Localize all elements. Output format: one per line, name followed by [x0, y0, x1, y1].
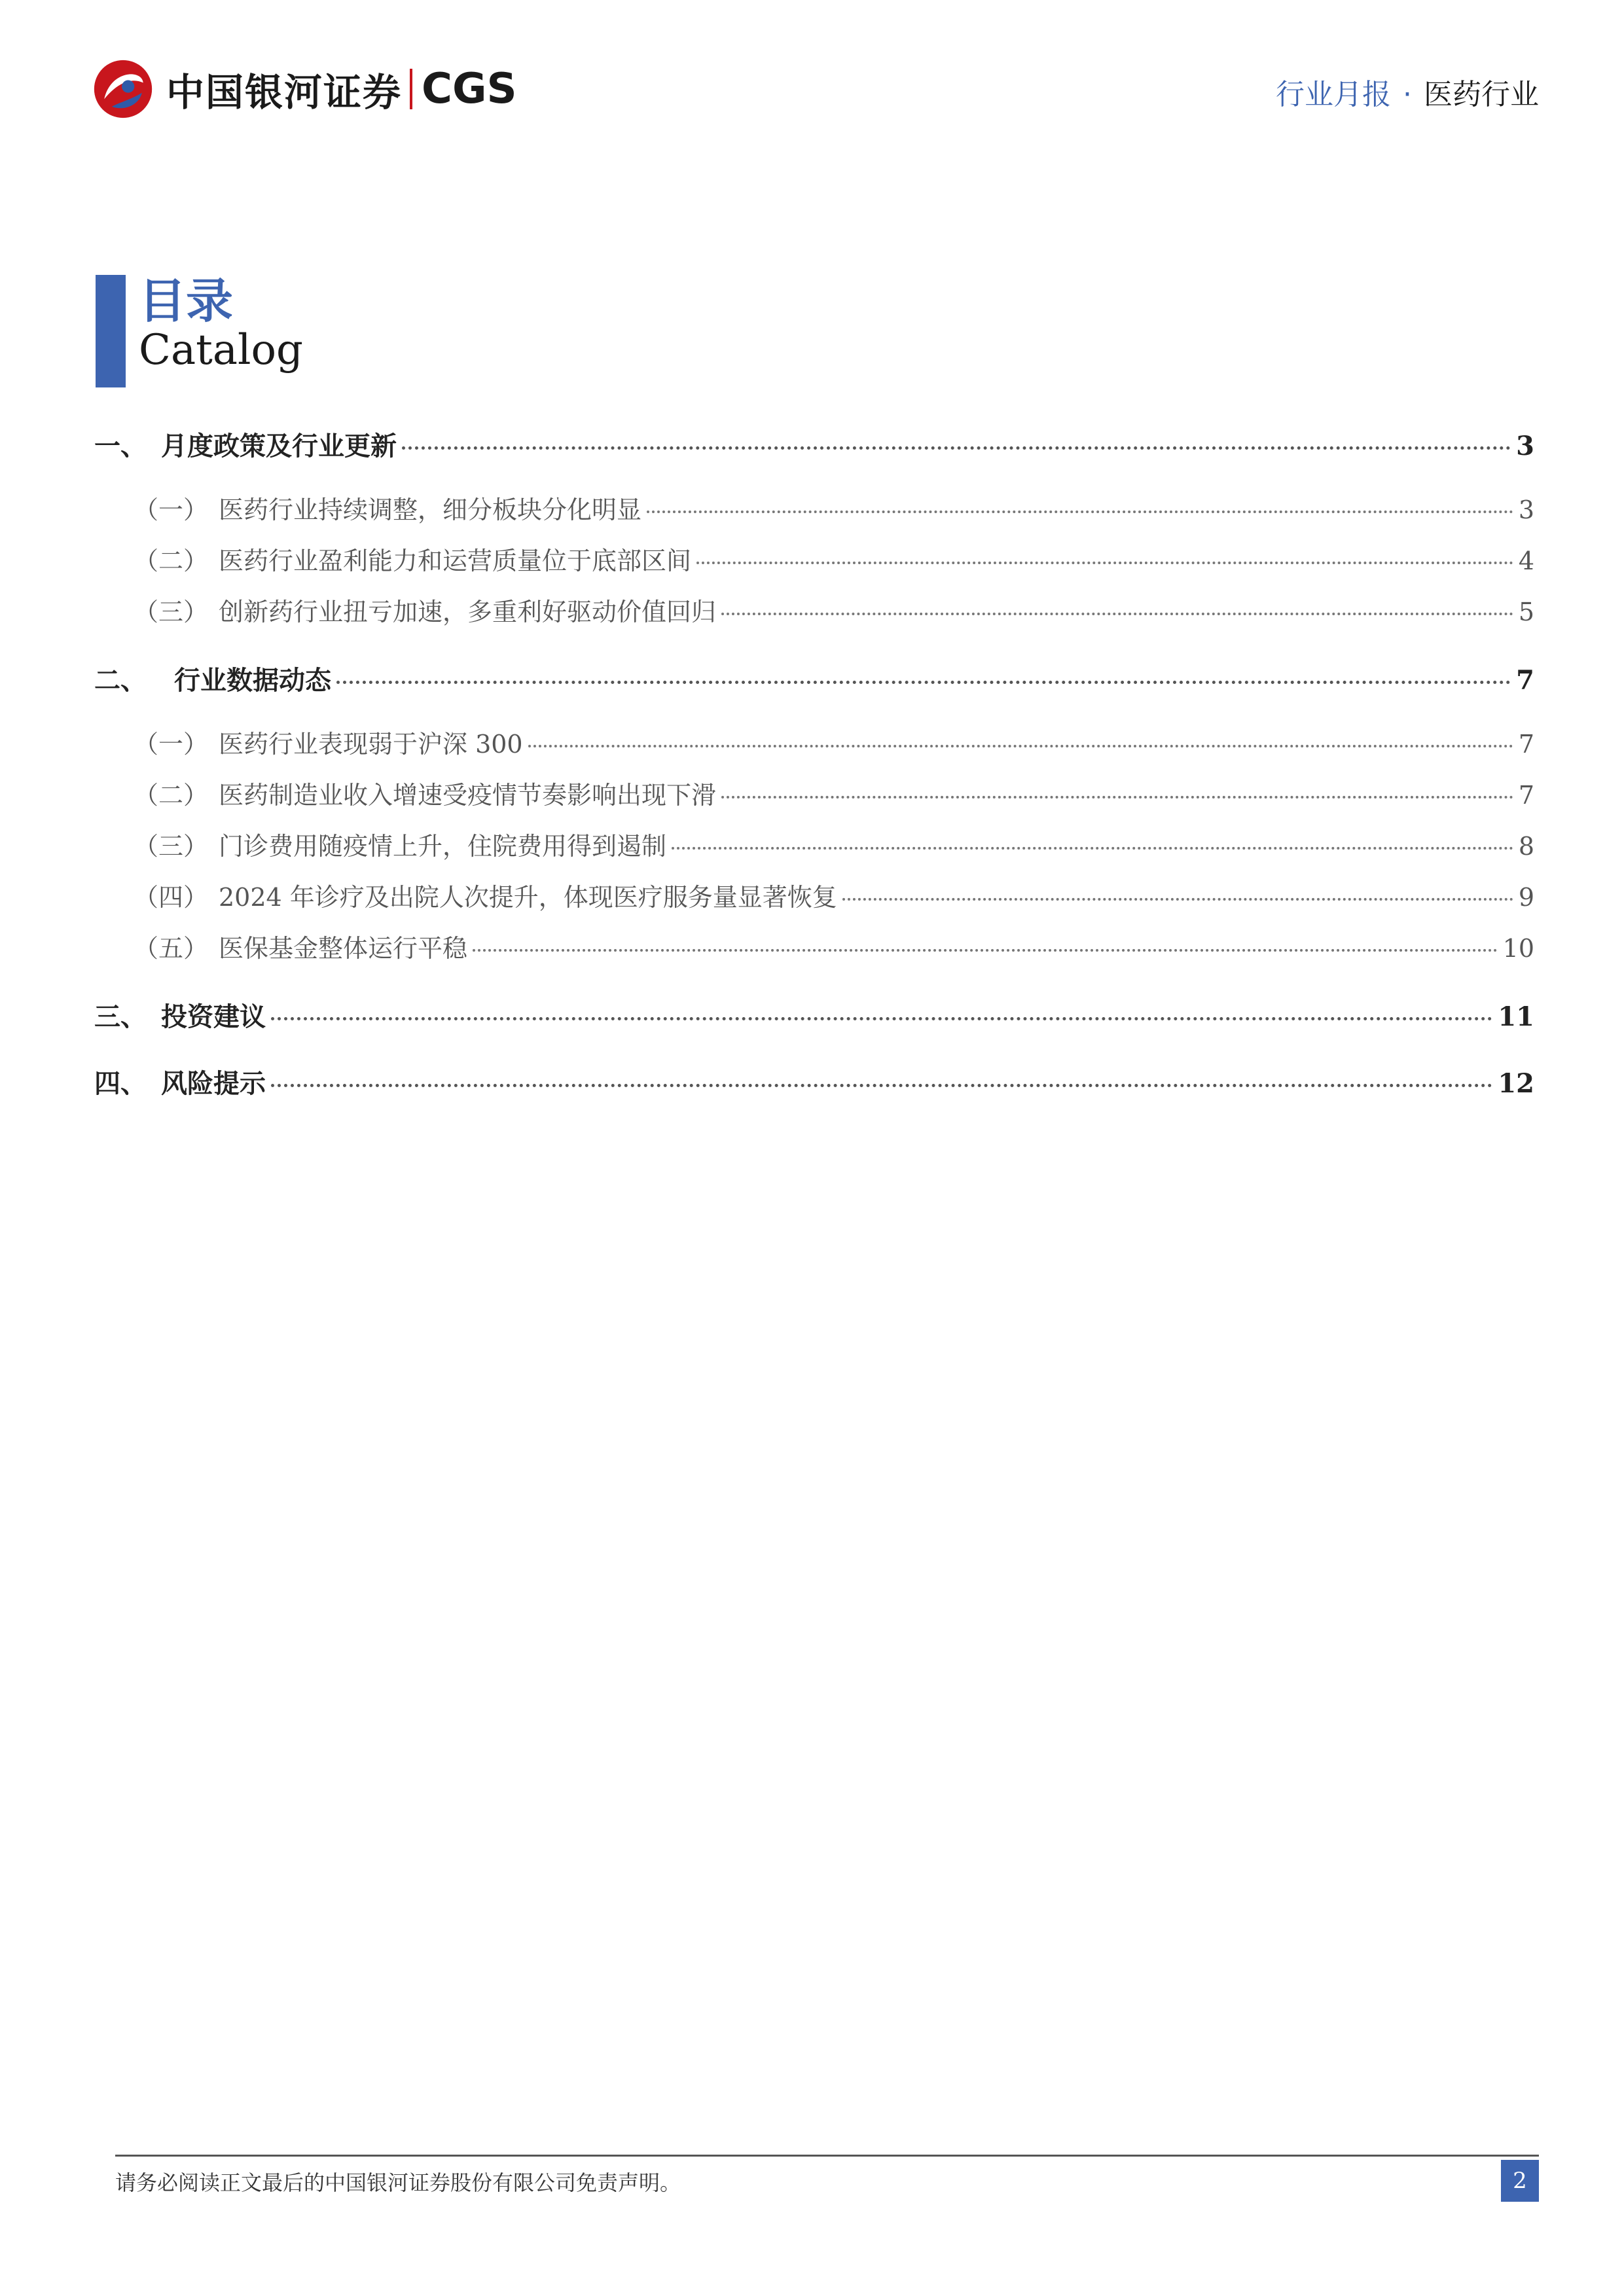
toc-label: 风险提示	[161, 1068, 266, 1099]
toc-page: 7	[1518, 730, 1534, 759]
toc-leader	[528, 745, 1513, 747]
company-logo	[92, 58, 517, 120]
toc-label: 2024 年诊疗及出院人次提升，体现医疗服务量显著恢复	[219, 883, 837, 912]
toc-label: 行业数据动态	[174, 665, 331, 696]
toc-entry[interactable]	[94, 1063, 1534, 1102]
toc-page: 12	[1498, 1068, 1534, 1099]
report-header	[1276, 71, 1539, 113]
footer-divider	[115, 2155, 1539, 2157]
toc-number: 四、	[94, 1068, 147, 1099]
toc-entry[interactable]	[94, 490, 1534, 529]
toc-number: 三、	[94, 1001, 147, 1032]
toc-leader	[721, 796, 1513, 798]
toc-number: （五）	[134, 934, 209, 963]
logo-chinese-name: 中国银河证券	[166, 70, 403, 115]
toc-leader	[402, 446, 1511, 450]
report-category: 行业月报	[1276, 78, 1391, 111]
footer-disclaimer: 请务必阅读正文最后的中国银河证券股份有限公司免责声明。	[115, 2170, 681, 2195]
toc-number: （二）	[134, 781, 209, 810]
toc-label: 医药制造业收入增速受疫情节奏影响出现下滑	[219, 781, 717, 810]
toc-leader	[842, 898, 1513, 901]
toc-leader	[271, 1084, 1492, 1087]
toc-entry[interactable]	[94, 996, 1534, 1035]
toc-entry[interactable]	[94, 826, 1534, 865]
toc-page: 7	[1516, 665, 1534, 696]
toc-label: 医药行业盈利能力和运营质量位于底部区间	[219, 547, 692, 575]
toc-number: （一）	[134, 495, 209, 524]
toc-leader	[271, 1017, 1492, 1020]
toc-number: （二）	[134, 547, 209, 575]
toc-entry[interactable]	[94, 425, 1534, 465]
toc-page: 8	[1518, 832, 1534, 861]
logo-english-name: CGS	[422, 65, 517, 113]
toc-leader	[473, 949, 1498, 952]
toc-leader	[647, 511, 1513, 513]
toc-entry[interactable]	[94, 928, 1534, 967]
page-number: 2	[1501, 2160, 1539, 2202]
header-separator: ·	[1403, 78, 1412, 111]
title-accent-bar	[96, 275, 126, 387]
toc-entry[interactable]	[94, 592, 1534, 631]
toc-leader	[672, 847, 1513, 850]
toc-number: （三）	[134, 832, 209, 861]
toc-page: 11	[1498, 1001, 1534, 1032]
toc-label: 投资建议	[161, 1001, 266, 1032]
toc-number: 二、	[94, 665, 147, 696]
toc-page: 10	[1502, 934, 1534, 963]
toc-label: 医药行业表现弱于沪深 300	[219, 730, 523, 759]
toc-label: 医保基金整体运行平稳	[219, 934, 468, 963]
toc-entry[interactable]	[94, 660, 1534, 699]
toc-page: 7	[1518, 781, 1534, 810]
toc-label: 医药行业持续调整，细分板块分化明显	[219, 495, 642, 524]
toc-page: 3	[1516, 431, 1534, 461]
toc-entry[interactable]	[94, 541, 1534, 580]
toc-page: 9	[1518, 883, 1534, 912]
toc-label: 月度政策及行业更新	[161, 431, 397, 461]
toc-number: 一、	[94, 431, 147, 461]
toc-entry[interactable]	[94, 775, 1534, 814]
toc-label: 门诊费用随疫情上升，住院费用得到遏制	[219, 832, 667, 861]
toc-leader	[336, 681, 1511, 684]
toc-number: （一）	[134, 730, 209, 759]
toc-leader	[721, 613, 1513, 615]
toc-entry[interactable]	[94, 724, 1534, 763]
toc-page: 5	[1518, 598, 1534, 626]
logo-divider	[410, 69, 412, 109]
page-title: 目录	[139, 274, 234, 329]
cgs-logo-icon	[92, 58, 154, 120]
page-subtitle: Catalog	[139, 326, 303, 374]
toc-page: 4	[1518, 547, 1534, 575]
toc-label: 创新药行业扭亏加速，多重利好驱动价值回归	[219, 598, 717, 626]
toc-page: 3	[1518, 495, 1534, 524]
toc-number: （四）	[134, 883, 209, 912]
report-industry: 医药行业	[1424, 78, 1539, 111]
toc-number: （三）	[134, 598, 209, 626]
toc-entry[interactable]	[94, 877, 1534, 916]
toc-leader	[696, 562, 1513, 564]
